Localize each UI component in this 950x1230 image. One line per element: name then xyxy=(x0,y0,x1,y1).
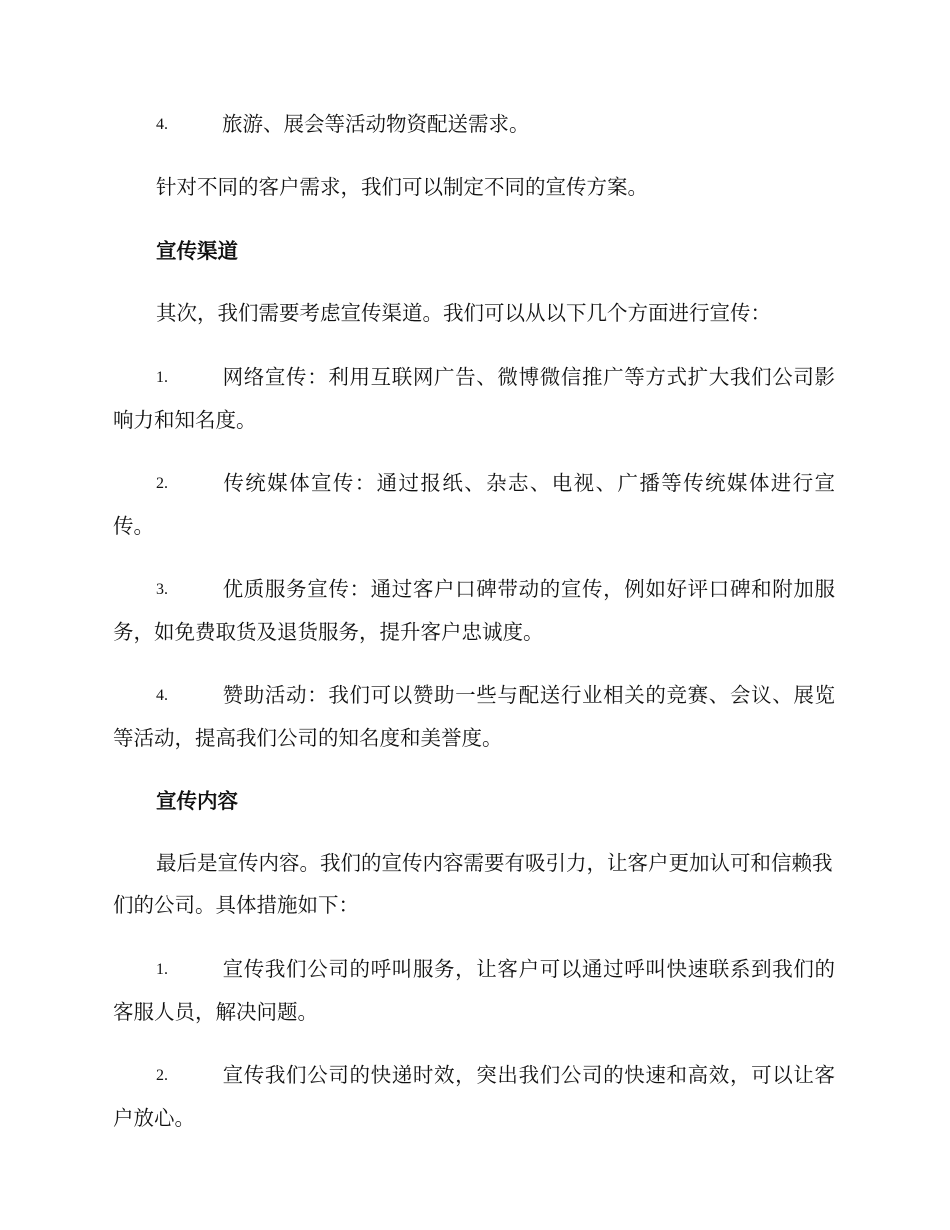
paragraph: 最后是宣传内容。我们的宣传内容需要有吸引力，让客户更加认可和信赖我们的公司。具体措施如下： xyxy=(113,851,833,917)
list-number: 1. xyxy=(156,369,168,386)
list-number: 2. xyxy=(156,1067,168,1084)
paragraph: 其次，我们需要考虑宣传渠道。我们可以从以下几个方面进行宣传： xyxy=(156,301,771,325)
list-number: 2. xyxy=(156,475,168,492)
list-item xyxy=(113,1054,835,1140)
list-item-text: 宣传我们公司的快递时效，突出我们公司的快速和高效，可以让客户放心。 xyxy=(113,1063,835,1130)
list-number: 4. xyxy=(156,687,168,704)
section-heading: 宣传内容 xyxy=(156,789,238,813)
list-item xyxy=(113,674,835,760)
list-number: 4. xyxy=(156,116,168,133)
list-item xyxy=(113,948,835,1034)
list-item xyxy=(113,356,835,442)
list-item xyxy=(113,568,835,654)
list-item-text: 优质服务宣传：通过客户口碑带动的宣传，例如好评口碑和附加服务，如免费取货及退货服务，提升客户忠诚度。 xyxy=(113,577,835,644)
list-number: 3. xyxy=(156,581,168,598)
list-item xyxy=(113,103,835,146)
paragraph: 针对不同的客户需求，我们可以制定不同的宣传方案。 xyxy=(156,175,648,199)
list-item-text: 赞助活动：我们可以赞助一些与配送行业相关的竞赛、会议、展览等活动，提高我们公司的知名度和美誉度。 xyxy=(113,683,835,750)
list-item-text: 宣传我们公司的呼叫服务，让客户可以通过呼叫快速联系到我们的客服人员，解决问题。 xyxy=(113,957,835,1024)
list-item xyxy=(113,462,835,548)
list-item-text: 网络宣传：利用互联网广告、微博微信推广等方式扩大我们公司影响力和知名度。 xyxy=(113,365,835,432)
list-item-text: 旅游、展会等活动物资配送需求。 xyxy=(222,112,530,136)
document-body xyxy=(113,103,835,1160)
section-heading: 宣传渠道 xyxy=(156,239,238,263)
list-number: 1. xyxy=(156,961,168,978)
list-item-text: 传统媒体宣传：通过报纸、杂志、电视、广播等传统媒体进行宣传。 xyxy=(113,471,835,538)
